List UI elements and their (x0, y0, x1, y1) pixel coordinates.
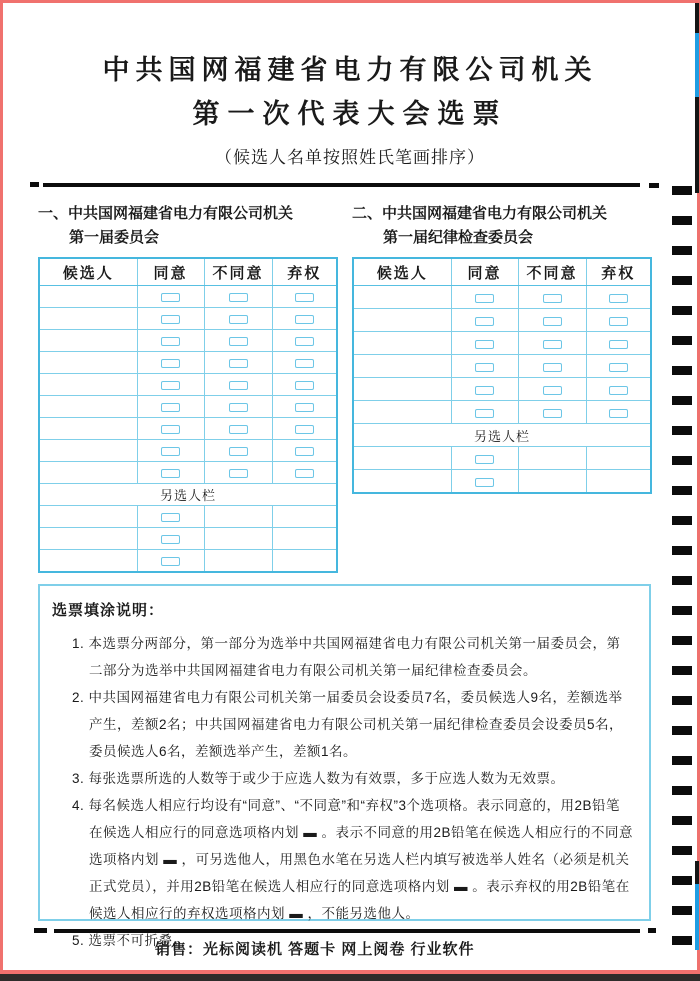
option-cell[interactable] (204, 330, 272, 352)
option-cell[interactable] (586, 332, 651, 355)
write-in-name-cell[interactable] (353, 470, 451, 494)
write-in-row (353, 470, 651, 494)
option-mark-box[interactable] (543, 317, 562, 326)
section-2-heading (352, 202, 652, 250)
option-cell[interactable] (272, 286, 337, 308)
section-2-heading-line1: 二、中共国网福建省电力有限公司机关 (352, 205, 608, 222)
option-mark-box[interactable] (229, 359, 248, 368)
option-mark-box[interactable] (543, 363, 562, 372)
option-cell[interactable] (272, 462, 337, 484)
candidate-name-cell (353, 332, 451, 355)
option-mark-box[interactable] (229, 425, 248, 434)
candidate-row (39, 308, 337, 330)
option-mark-box[interactable] (475, 340, 494, 349)
instructions-box (38, 584, 651, 948)
option-mark-box[interactable] (161, 359, 180, 368)
option-cell[interactable] (272, 374, 337, 396)
column-header-3: 弃权 (272, 258, 337, 286)
candidate-name-cell (353, 378, 451, 401)
instruction-item-1: 1. 本选票分两部分，第一部分为选举中共国网福建省电力有限公司机关第一届委员会，第二部分为选举中共国网福建省电力有限公司机关第一届纪律检查委员会。 (72, 636, 621, 678)
divider-dash (649, 183, 659, 188)
option-cell[interactable] (204, 352, 272, 374)
option-cell[interactable] (204, 418, 272, 440)
option-cell[interactable] (204, 308, 272, 330)
candidate-row (353, 286, 651, 309)
option-mark-box[interactable] (475, 317, 494, 326)
write-in-label-row (39, 484, 337, 506)
candidate-name-cell (353, 309, 451, 332)
option-mark-box[interactable] (161, 535, 180, 544)
option-cell[interactable] (451, 470, 518, 494)
option-cell[interactable] (518, 355, 586, 378)
right-edge-blue-segment (695, 884, 699, 950)
option-mark-box[interactable] (609, 317, 628, 326)
option-mark-box[interactable] (475, 363, 494, 372)
candidate-row (39, 418, 337, 440)
divider-dash (648, 928, 656, 933)
instruction-item-4: 4. 每名候选人相应行均设有“同意”、“不同意”和“弃权”3个选项格。表示同意的，用2B铅笔在候选人相应行的同意选项格内划 ▬ 。表示不同意的用2B铅笔在候选人相应行的不同意选项格内划 ▬ ，可另选他人，用黑色水笔在另选人栏内填写被选举人姓名（必须是机关正式党员），并用2B铅笔在候选人相应行的同意选项格内划 ▬ 。表示弃权的用2B铅笔在候选人相应行的弃权选项格内划 ▬ ，不能另选他人。 (72, 798, 634, 921)
write-in-name-cell[interactable] (39, 528, 137, 550)
candidate-name-cell (39, 374, 137, 396)
instructions-heading: 选票填涂说明： (52, 602, 165, 619)
candidate-name-cell (39, 352, 137, 374)
option-cell[interactable] (204, 440, 272, 462)
option-mark-box[interactable] (475, 386, 494, 395)
empty-cell (204, 550, 272, 573)
page-edge-top (0, 0, 700, 3)
candidate-row (353, 401, 651, 424)
empty-cell (518, 447, 586, 470)
candidate-row (39, 330, 337, 352)
option-mark-box[interactable] (295, 403, 314, 412)
option-mark-box[interactable] (229, 293, 248, 302)
option-cell[interactable] (518, 401, 586, 424)
candidate-row (39, 440, 337, 462)
bottom-divider-line (54, 929, 640, 933)
option-mark-box[interactable] (609, 386, 628, 395)
column-header-0: 候选人 (39, 258, 137, 286)
candidate-row (39, 352, 337, 374)
option-cell[interactable] (137, 506, 204, 528)
option-mark-box[interactable] (229, 469, 248, 478)
divider-dash (34, 928, 47, 933)
option-mark-box[interactable] (295, 469, 314, 478)
option-mark-box[interactable] (543, 386, 562, 395)
option-cell[interactable] (586, 309, 651, 332)
option-mark-box[interactable] (161, 293, 180, 302)
empty-cell (272, 506, 337, 528)
option-mark-box[interactable] (295, 315, 314, 324)
option-mark-box[interactable] (543, 409, 562, 418)
option-cell[interactable] (586, 401, 651, 424)
candidate-name-cell (39, 308, 137, 330)
section-1-heading (38, 202, 338, 250)
option-mark-box[interactable] (229, 381, 248, 390)
candidate-name-cell (39, 440, 137, 462)
candidate-row (39, 374, 337, 396)
option-cell[interactable] (137, 286, 204, 308)
candidate-name-cell (39, 286, 137, 308)
write-in-row (39, 550, 337, 573)
candidate-row (39, 462, 337, 484)
candidate-name-cell (39, 462, 137, 484)
empty-cell (518, 470, 586, 494)
option-cell[interactable] (451, 286, 518, 309)
option-cell[interactable] (586, 355, 651, 378)
option-cell[interactable] (272, 330, 337, 352)
candidate-row (353, 332, 651, 355)
option-mark-box[interactable] (609, 409, 628, 418)
option-mark-box[interactable] (543, 340, 562, 349)
option-cell[interactable] (451, 447, 518, 470)
column-header-1: 同意 (451, 258, 518, 286)
column-header-3: 弃权 (586, 258, 651, 286)
option-cell[interactable] (137, 330, 204, 352)
candidate-row (353, 355, 651, 378)
candidate-row (39, 396, 337, 418)
write-in-row (39, 506, 337, 528)
write-in-name-cell[interactable] (353, 447, 451, 470)
option-cell[interactable] (137, 462, 204, 484)
empty-cell (272, 550, 337, 573)
option-cell[interactable] (451, 401, 518, 424)
vendor-footer-text: 销售：光标阅读机 答题卡 网上阅卷 行业软件 (155, 941, 475, 958)
option-mark-box[interactable] (229, 447, 248, 456)
option-mark-box[interactable] (161, 447, 180, 456)
option-mark-box[interactable] (295, 425, 314, 434)
option-mark-box[interactable] (295, 337, 314, 346)
option-mark-box[interactable] (475, 409, 494, 418)
option-cell[interactable] (518, 378, 586, 401)
option-cell[interactable] (137, 418, 204, 440)
option-cell[interactable] (272, 352, 337, 374)
empty-cell (272, 528, 337, 550)
empty-cell (586, 447, 651, 470)
option-mark-box[interactable] (543, 294, 562, 303)
option-mark-box[interactable] (609, 363, 628, 372)
option-cell[interactable] (518, 332, 586, 355)
empty-cell (204, 528, 272, 550)
option-mark-box[interactable] (295, 359, 314, 368)
write-in-row (353, 447, 651, 470)
right-edge-black-segment (695, 3, 699, 33)
section-2-heading-line2: 第一届纪律检查委员会 (383, 229, 534, 246)
option-mark-box[interactable] (295, 293, 314, 302)
option-cell[interactable] (272, 396, 337, 418)
candidate-name-cell (39, 396, 137, 418)
option-mark-box[interactable] (161, 315, 180, 324)
scanner-background-band (0, 974, 700, 981)
option-mark-box[interactable] (295, 381, 314, 390)
option-cell[interactable] (451, 309, 518, 332)
column-header-0: 候选人 (353, 258, 451, 286)
write-in-label-row (353, 424, 651, 447)
candidate-row (353, 309, 651, 332)
option-cell[interactable] (451, 355, 518, 378)
option-mark-box[interactable] (475, 478, 494, 487)
candidate-name-cell (353, 401, 451, 424)
instruction-item-2: 2. 中共国网福建省电力有限公司机关第一届委员会设委员7名，委员候选人9名，差额选举产生，差额2名；中共国网福建省电力有限公司机关第一届纪律检查委员会设委员5名，委员候选人6名，差额选举产生，差额1名。 (72, 690, 624, 759)
column-header-2: 不同意 (204, 258, 272, 286)
option-mark-box[interactable] (229, 337, 248, 346)
option-cell[interactable] (204, 462, 272, 484)
option-mark-box[interactable] (475, 455, 494, 464)
candidate-row (353, 378, 651, 401)
discipline-committee-ballot-table (352, 257, 652, 494)
option-cell[interactable] (272, 308, 337, 330)
option-cell[interactable] (451, 378, 518, 401)
top-divider-line (43, 183, 640, 187)
right-edge-black-segment (695, 861, 699, 884)
option-cell[interactable] (586, 378, 651, 401)
write-in-label: 另选人栏 (39, 484, 337, 506)
write-in-name-cell[interactable] (39, 506, 137, 528)
option-cell[interactable] (204, 374, 272, 396)
option-mark-box[interactable] (161, 557, 180, 566)
empty-cell (586, 470, 651, 494)
ballot-subtitle: （候选人名单按照姓氏笔画排序） (215, 148, 485, 167)
divider-dash (30, 182, 39, 187)
instructions-list (72, 630, 633, 954)
option-mark-box[interactable] (295, 447, 314, 456)
write-in-row (39, 528, 337, 550)
option-mark-box[interactable] (161, 381, 180, 390)
timing-marks-column (672, 186, 692, 945)
option-mark-box[interactable] (475, 294, 494, 303)
option-mark-box[interactable] (229, 403, 248, 412)
candidate-row (39, 286, 337, 308)
section-1-heading-line2: 第一届委员会 (69, 229, 160, 246)
instruction-item-5: 5. 选票不可折叠。 (72, 933, 187, 948)
option-mark-box[interactable] (229, 315, 248, 324)
section-1-heading-line1: 一、中共国网福建省电力有限公司机关 (38, 205, 294, 222)
column-header-1: 同意 (137, 258, 204, 286)
option-cell[interactable] (137, 440, 204, 462)
option-cell[interactable] (137, 374, 204, 396)
option-mark-box[interactable] (609, 340, 628, 349)
option-cell[interactable] (137, 352, 204, 374)
option-cell[interactable] (518, 309, 586, 332)
option-mark-box[interactable] (161, 513, 180, 522)
candidate-name-cell (39, 330, 137, 352)
option-mark-box[interactable] (609, 294, 628, 303)
candidate-name-cell (353, 286, 451, 309)
option-cell[interactable] (272, 440, 337, 462)
column-header-2: 不同意 (518, 258, 586, 286)
option-mark-box[interactable] (161, 425, 180, 434)
ballot-title-line1: 中共国网福建省电力有限公司机关 (102, 55, 598, 85)
option-cell[interactable] (586, 286, 651, 309)
option-cell[interactable] (137, 550, 204, 573)
option-cell[interactable] (518, 286, 586, 309)
committee-ballot-table (38, 257, 338, 573)
option-cell[interactable] (272, 418, 337, 440)
write-in-name-cell[interactable] (39, 550, 137, 573)
option-cell[interactable] (137, 528, 204, 550)
option-cell[interactable] (451, 332, 518, 355)
option-cell[interactable] (204, 396, 272, 418)
candidate-name-cell (39, 418, 137, 440)
candidate-name-cell (353, 355, 451, 378)
option-mark-box[interactable] (161, 469, 180, 478)
option-cell[interactable] (137, 308, 204, 330)
ballot-title-line2: 第一次代表大会选票 (192, 99, 508, 129)
option-cell[interactable] (204, 286, 272, 308)
instruction-item-3: 3. 每张选票所选的人数等于或少于应选人数为有效票，多于应选人数为无效票。 (72, 771, 565, 786)
write-in-label: 另选人栏 (353, 424, 651, 447)
option-cell[interactable] (137, 396, 204, 418)
option-mark-box[interactable] (161, 337, 180, 346)
empty-cell (204, 506, 272, 528)
option-mark-box[interactable] (161, 403, 180, 412)
